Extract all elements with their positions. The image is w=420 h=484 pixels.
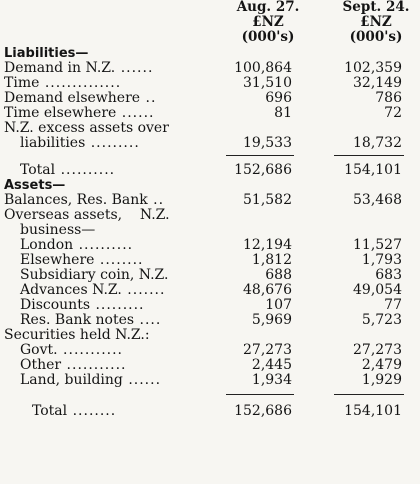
value-sept: 2,479: [361, 357, 402, 373]
row-label: Land, building: [20, 372, 123, 388]
column-currency: £NZ: [360, 14, 392, 30]
row-label: Time: [4, 75, 40, 91]
row-label: N.Z. excess assets over: [4, 120, 169, 136]
value-sept: 77: [384, 297, 402, 313]
column-date: Sept. 24.: [342, 0, 410, 15]
table-row: [4, 106, 416, 121]
table-row: [4, 343, 416, 358]
value-sept: 27,273: [353, 342, 402, 358]
section-heading-assets: Assets—: [4, 178, 66, 193]
column-header-sept: [336, 0, 416, 45]
row-label: Demand in N.Z.: [4, 60, 116, 76]
value-aug: 100,864: [234, 60, 292, 76]
column-unit: (000's): [349, 29, 403, 45]
value-sept: 49,054: [353, 282, 402, 298]
column-header-aug: [228, 0, 308, 45]
row-label: Securities held N.Z.:: [4, 327, 150, 343]
table-row: [4, 61, 416, 76]
value-sept: 1,929: [361, 372, 402, 388]
leader-dots: ...........: [57, 342, 124, 358]
value-aug: 19,533: [243, 135, 292, 151]
value-aug: 12,194: [243, 237, 292, 253]
row-label: Govt.: [20, 342, 58, 358]
value-sept: 72: [384, 105, 402, 121]
row-label: Balances, Res. Bank: [4, 192, 148, 208]
value-sept: 683: [375, 267, 402, 283]
table-row: [4, 91, 416, 106]
total-rule-sept: [334, 155, 404, 156]
table-row: [4, 373, 416, 388]
row-label: Other: [20, 357, 62, 373]
value-sept: 18,732: [353, 135, 402, 151]
value-sept: 154,101: [344, 403, 402, 419]
table-row: [4, 283, 416, 298]
value-aug: 688: [265, 267, 292, 283]
leader-dots: ..........: [55, 162, 116, 178]
leader-dots: .........: [90, 297, 145, 313]
table-row: [4, 298, 416, 313]
value-sept: 154,101: [344, 162, 402, 178]
column-currency: £NZ: [252, 14, 284, 30]
total-row-assets: [4, 404, 416, 419]
table-body: [4, 46, 416, 419]
total-rule-aug: [226, 394, 294, 395]
row-label: liabilities: [20, 135, 86, 151]
leader-dots: ..........: [73, 237, 134, 253]
row-label: business—: [20, 222, 96, 238]
leader-dots: ........: [67, 403, 117, 419]
table-row: [4, 121, 416, 136]
value-sept: 786: [375, 90, 402, 106]
value-aug: 1,812: [251, 252, 292, 268]
row-label: Total: [32, 403, 68, 419]
leader-dots: .........: [85, 135, 140, 151]
row-label: Subsidiary coin, N.Z.: [20, 267, 169, 283]
table-row: [4, 238, 416, 253]
section-heading-liabilities: Liabilities—: [4, 46, 89, 61]
table-row: [4, 208, 416, 223]
total-row-liabilities: [4, 163, 416, 178]
row-label: Demand elsewhere: [4, 90, 141, 106]
value-sept: 5,723: [361, 312, 402, 328]
leader-dots: ..: [147, 192, 165, 208]
table-row: [4, 358, 416, 373]
spacer: [4, 388, 416, 404]
total-rule-aug: [226, 155, 294, 156]
row-label: Res. Bank notes: [20, 312, 135, 328]
value-aug: 51,582: [243, 192, 292, 208]
value-aug: 5,969: [251, 312, 292, 328]
value-aug: 107: [265, 297, 292, 313]
table-row: [4, 328, 416, 343]
leader-dots: ........: [94, 252, 144, 268]
leader-dots: ......: [115, 60, 154, 76]
row-label: Discounts: [20, 297, 90, 313]
row-label: London: [20, 237, 74, 253]
table-row: [4, 313, 416, 328]
value-sept: 53,468: [353, 192, 402, 208]
table-row: [4, 193, 416, 208]
row-label: Overseas assets, N.Z.: [4, 207, 170, 223]
value-aug: 696: [265, 90, 292, 106]
table-row: [4, 223, 416, 238]
total-rule-sept: [334, 394, 404, 395]
leader-dots: ...........: [61, 357, 127, 373]
leader-dots: ....: [134, 312, 162, 328]
row-label: Advances N.Z.: [20, 282, 122, 298]
value-sept: 32,149: [353, 75, 402, 91]
value-aug: 48,676: [243, 282, 292, 298]
leader-dots: ......: [116, 105, 155, 121]
row-label: Time elsewhere: [4, 105, 117, 121]
value-aug: 1,934: [251, 372, 292, 388]
value-sept: 1,793: [361, 252, 402, 268]
table-row: [4, 268, 416, 283]
value-sept: 102,359: [344, 60, 402, 76]
value-aug: 81: [274, 105, 292, 121]
row-label: Total: [20, 162, 56, 178]
column-unit: (000's): [241, 29, 295, 45]
table-row: [4, 136, 416, 151]
value-sept: 11,527: [353, 237, 402, 253]
leader-dots: ......: [122, 372, 162, 388]
leader-dots: ..............: [39, 75, 122, 91]
table-row: [4, 253, 416, 268]
value-aug: 31,510: [243, 75, 292, 91]
table-row: [4, 76, 416, 91]
value-aug: 152,686: [234, 162, 292, 178]
column-date: Aug. 27.: [236, 0, 300, 15]
value-aug: 152,686: [234, 403, 292, 419]
leader-dots: ..: [140, 90, 157, 106]
value-aug: 27,273: [243, 342, 292, 358]
leader-dots: .......: [121, 282, 166, 298]
row-label: Elsewhere: [20, 252, 95, 268]
value-aug: 2,445: [251, 357, 292, 373]
